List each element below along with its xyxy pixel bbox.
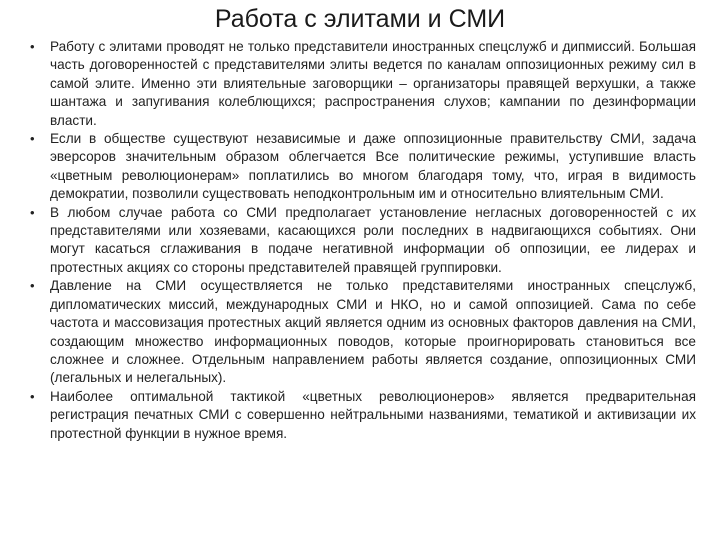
bullet-dot-icon: • <box>30 39 35 54</box>
bullet-item <box>30 388 696 443</box>
bullet-text: Наиболее оптимальной тактикой «цветных революционеров» является предварительная регистрация печатных СМИ с совершенно нейтральными названиями, тематикой и активизации их протестной функции в нужное время. <box>50 388 696 441</box>
slide-title: Работа с элитами и СМИ <box>214 5 506 33</box>
bullet-text: Давление на СМИ осуществляется не только представителями иностранных спецслужб, дипломатических миссий, международных СМИ и НКО, но и самой оппозицией. Сама по себе частота и массовизация протестных акций является одним из основных факторов давления на СМИ, создающим множество информационных поводов, которые проигнорировать становиться все сложнее и сложнее. Отдельным направлением работы является создание, оппозиционных СМИ (легальных и нелегальных). <box>50 278 696 386</box>
bullet-item <box>30 130 696 204</box>
bullet-text: В любом случае работа со СМИ предполагает установление негласных договоренностей с их представителями или хозяевами, касающихся роли последних в надвигающихся событиях. Они могут касаться сглаживания в подаче негативной информации об оппозиции, ее лидерах и протестных акциях со стороны представителей правящей группировки. <box>50 204 696 275</box>
bullet-dot-icon: • <box>30 204 35 220</box>
bullet-item <box>30 204 696 278</box>
bullet-item <box>30 277 696 387</box>
bullet-dot-icon: • <box>30 278 35 294</box>
bullet-item <box>30 38 696 130</box>
bullet-dot-icon: • <box>30 131 35 147</box>
bullet-list <box>30 38 696 443</box>
bullet-text: Если в обществе существуют независимые и даже оппозиционные правительству СМИ, задача эверсоров значительным образом облегчается Все политические режимы, уступившие власть «цветным революционерам» поплатились во многом благодаря тому, что, играя в видимость демократии, позволили существовать неподконтрольным им и относительно влиятельным СМИ. <box>50 131 696 202</box>
bullet-dot-icon: • <box>30 388 35 404</box>
bullet-text: Работу с элитами проводят не только представители иностранных спецслужб и дипмиссий. Большая часть договоренностей с представителями элиты ведется по каналам оппозиционных режиму сил в самой элите. Именно эти влиятельные заговорщики – организаторы правящей верхушки, а также шантажа и запугивания колеблющихся; распространения слухов; кампании по дезинформации власти. <box>50 39 696 128</box>
